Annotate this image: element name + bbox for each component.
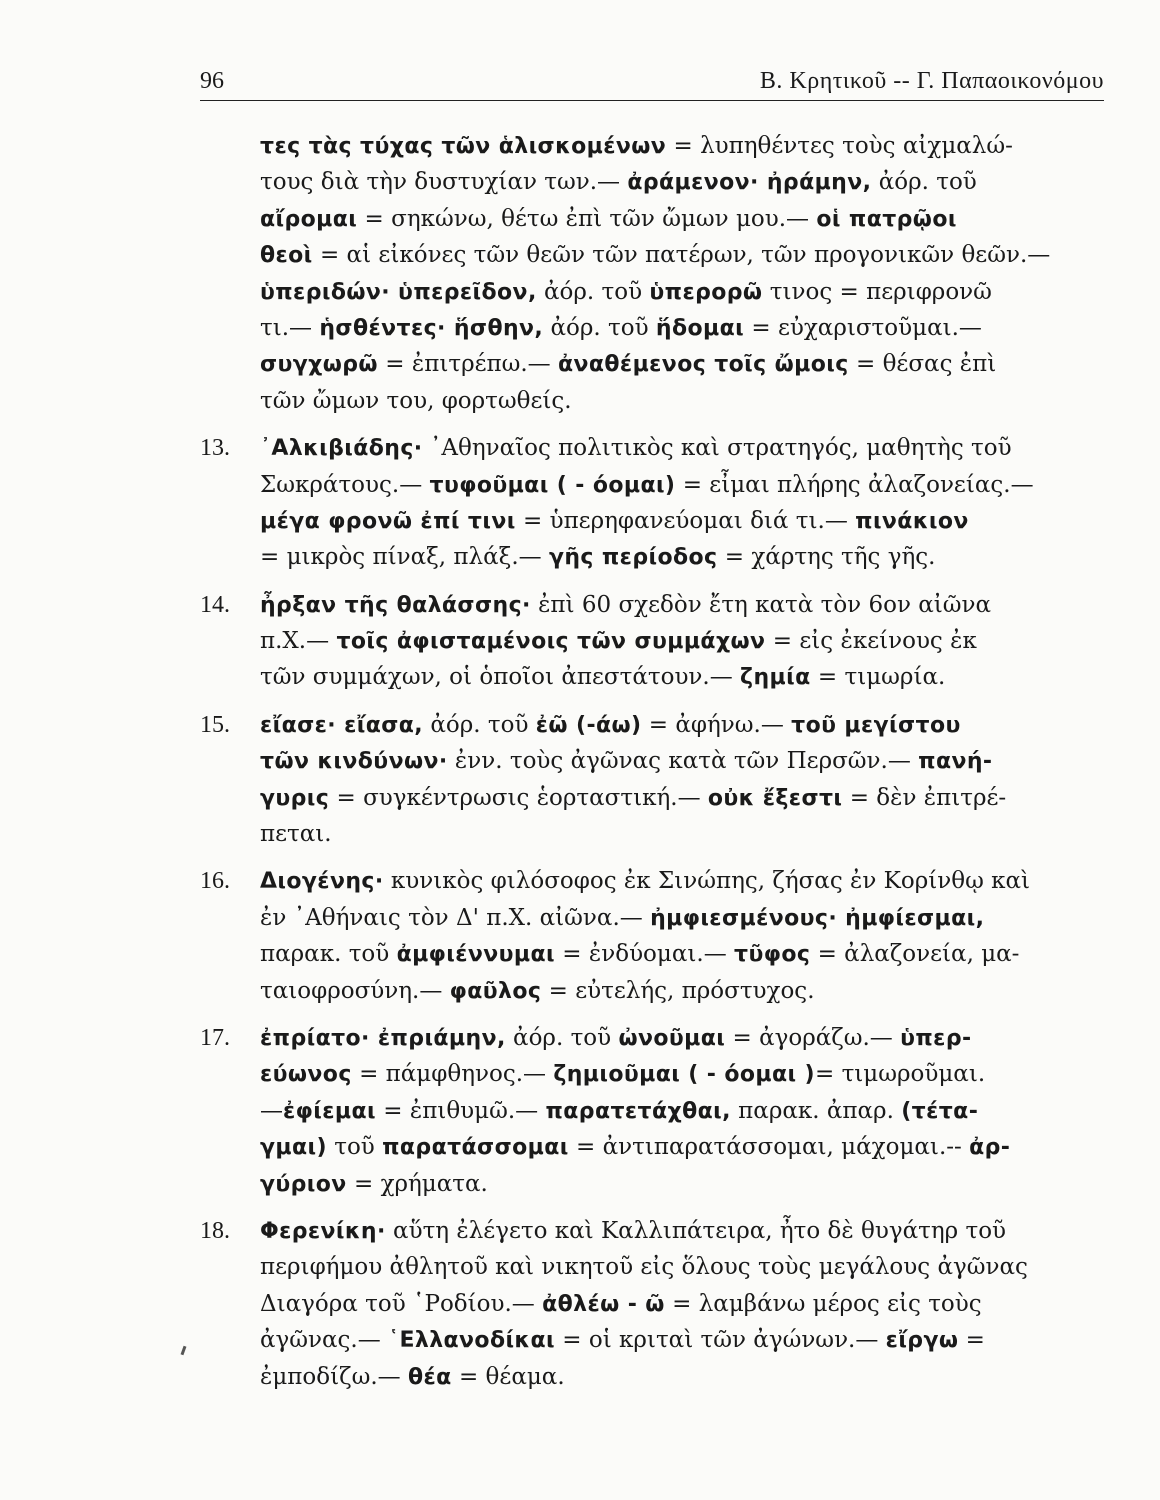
gloss-text: ἀόρ. τοῦ (505, 1024, 619, 1051)
gloss-text: Σωκράτους.— (260, 471, 430, 498)
line-text (260, 1218, 1006, 1244)
headword: τυφοῦμαι ( - όομαι) (429, 472, 676, 498)
headword: φαῦλος (449, 978, 542, 1004)
gloss-text: = ἀγοράζω.— (725, 1024, 901, 1051)
headword: ἀθλέω - ῶ (542, 1291, 665, 1317)
gloss-text: αὕτη ἐλέγετο καὶ Καλλιπάτειρα, ἦτο δὲ θυγάτηρ τοῦ (385, 1217, 1007, 1244)
headword: εἴργω (885, 1328, 959, 1354)
headword: ἀναθέμενος τοῖς ὤμοις (558, 352, 849, 378)
text-line (210, 659, 1120, 695)
gloss-text: = εἶμαι πλήρης ἀλαζονείας.— (675, 471, 1034, 498)
gloss-text: = εἰς ἐκείνους ἐκ (765, 628, 977, 655)
line-text (260, 1098, 978, 1124)
headword: παρατετάχθαι, (545, 1098, 731, 1124)
gloss-text: = ἐπιθυμῶ.— (375, 1097, 546, 1124)
text-line (210, 1166, 1120, 1202)
gloss-text: ἐνν. τοὺς ἀγῶνας κατὰ τῶν Περσῶν.— (447, 748, 919, 775)
line-text (260, 206, 957, 232)
text-line (210, 1093, 1120, 1129)
headword: τοῦ μεγίστου (791, 712, 961, 738)
line-text (260, 508, 969, 534)
headword: Φερενίκη· (260, 1218, 386, 1244)
headword: γμαι) (260, 1135, 327, 1161)
entry-number: 16. (200, 868, 230, 895)
headword: ὑπερορῶ (649, 279, 763, 305)
line-text (260, 1134, 1010, 1160)
gloss-text: = χρήματα. (346, 1170, 488, 1197)
gloss-text: = χάρτης τῆς γῆς. (717, 544, 936, 571)
headword: τῶν κινδύνων· (260, 749, 448, 775)
line-text (260, 664, 945, 690)
headword: αἴρομαι (260, 206, 358, 232)
gloss-text: = εὐχαριστοῦμαι.— (744, 314, 982, 341)
line-text (260, 1327, 985, 1353)
entry-number: 18. (200, 1217, 230, 1244)
line-text (260, 388, 572, 414)
text-line (210, 936, 1120, 972)
line-text (260, 435, 1012, 461)
gloss-text: τῶν ὤμων του, φορτωθείς. (260, 387, 572, 414)
entry-first-line (200, 707, 1120, 743)
text-line (210, 1359, 1120, 1395)
line-text (260, 785, 1006, 811)
headword: ἀράμενον· ἠράμην, (627, 170, 872, 196)
headword: ἠμφιεσμένους· ἠμφίεσμαι, (650, 905, 985, 931)
headword: ὠνοῦμαι (618, 1025, 726, 1051)
gloss-text: ἀόρ. τοῦ (871, 169, 977, 196)
headword: ζημιοῦμαι ( - όομαι ) (553, 1062, 815, 1088)
entry-number: 13. (200, 435, 230, 462)
line-text (260, 821, 332, 847)
headword: οἱ πατρῷοι (816, 206, 957, 232)
headword: ζημία (740, 665, 811, 691)
headword: εύωνος (260, 1062, 352, 1088)
line-text (260, 712, 961, 738)
entry-first-line (200, 863, 1120, 899)
line-text (260, 315, 982, 341)
text-line (210, 274, 1120, 310)
gloss-text: = σηκώνω, θέτω ἐπὶ τῶν ὤμων μου.— (357, 205, 817, 232)
headword: (τέτα- (901, 1098, 979, 1124)
line-text (260, 978, 815, 1004)
headword: ἐπρίατο· ἐπριάμην, (260, 1025, 506, 1051)
gloss-text: τους διὰ τὴν δυστυχίαν των.— (260, 169, 628, 196)
line-text (260, 592, 991, 618)
page-number: 96 (200, 68, 224, 94)
headword: Διογένης· (260, 869, 384, 895)
text-line (210, 539, 1120, 575)
text-line (210, 1322, 1120, 1358)
print-speck (181, 1346, 187, 1355)
headword: γῆς περίοδος (548, 545, 718, 571)
line-text (260, 1291, 982, 1317)
gloss-text: = θέαμα. (451, 1363, 565, 1390)
gloss-text: πεται. (260, 821, 332, 848)
headword: πινάκιον (855, 508, 969, 534)
headword: ἦρξαν τῆς θαλάσσης· (260, 592, 531, 618)
headword: εἴασε· εἴασα, (260, 712, 424, 738)
text-line (210, 1249, 1120, 1285)
headword: συγχωρῶ (260, 352, 378, 378)
text-line (210, 743, 1120, 779)
line-text (260, 472, 1034, 498)
gloss-text: = ἐνδύομαι.— (555, 941, 735, 968)
gloss-text: παρακ. τοῦ (260, 941, 397, 968)
gloss-text: = εὐτελής, πρόστυχος. (541, 977, 815, 1004)
text-line (210, 816, 1120, 852)
headword: οὐκ ἔξεστι (707, 785, 843, 811)
line-text (260, 748, 992, 774)
gloss-text: = ἀντιπαρατάσσομαι, μάχομαι.-- (568, 1134, 970, 1161)
entry-first-line (200, 430, 1120, 466)
headword: πανή- (918, 749, 993, 775)
text-line (210, 237, 1120, 273)
entry-number: 14. (200, 591, 230, 618)
gloss-text: = ἀφήνω.— (641, 711, 792, 738)
text-line (210, 623, 1120, 659)
text-line (210, 900, 1120, 936)
gloss-text: ἐμποδίζω.— (260, 1363, 408, 1390)
gloss-text: τῶν συμμάχων, οἱ ὁποῖοι ἀπεστάτουν.— (260, 664, 741, 691)
gloss-text: = συγκέντρωσις ἑορταστική.— (329, 784, 708, 811)
line-text (260, 628, 977, 654)
line-text (260, 1025, 972, 1051)
headword: ἥδομαι (655, 315, 745, 341)
gloss-text: κυνικὸς φιλόσοφος ἐκ Σινώπης, ζήσας ἐν Κορίνθῳ καὶ (383, 868, 1031, 895)
gloss-text: = θέσας ἐπὶ (848, 351, 997, 378)
line-text (260, 544, 935, 570)
gloss-text: Διαγόρα τοῦ ῾Ροδίου.— (260, 1290, 543, 1317)
entry-first-line (200, 1020, 1120, 1056)
gloss-text: ἐν ᾿Αθήναις τὸν Δ' π.Χ. αἰῶνα.— (260, 904, 651, 931)
line-text (260, 1061, 985, 1087)
gloss-text: ἀόρ. τοῦ (536, 278, 650, 305)
glossary-text (200, 128, 1120, 1395)
text-line (210, 128, 1120, 164)
gloss-text: = αἱ εἰκόνες τῶν θεῶν τῶν πατέρων, τῶν προγονικῶν θεῶν.— (312, 242, 1051, 269)
line-text (260, 133, 1013, 159)
gloss-text: ἀόρ. τοῦ (543, 314, 656, 341)
gloss-text: = οἱ κριταὶ τῶν ἀγώνων.— (554, 1327, 886, 1354)
text-line (210, 780, 1120, 816)
line-text (260, 169, 977, 195)
page-header (200, 66, 1104, 101)
text-line (210, 201, 1120, 237)
text-line (210, 973, 1120, 1009)
gloss-text: περιφήμου ἀθλητοῦ καὶ νικητοῦ εἰς ὅλους τοὺς μεγάλους ἀγῶνας (260, 1254, 1028, 1281)
headword: μέγα φρονῶ ἐπί τινι (260, 508, 516, 534)
line-text (260, 941, 1019, 967)
headword: ῾Ελλανοδίκαι (388, 1328, 555, 1354)
headword: γύριον (260, 1171, 347, 1197)
line-text (260, 1364, 565, 1390)
text-line (210, 1129, 1120, 1165)
gloss-text: = λαμβάνω μέρος εἰς τοὺς (664, 1290, 982, 1317)
text-line (210, 1056, 1120, 1092)
headword: ἐφίεμαι (283, 1098, 376, 1124)
line-text (260, 279, 992, 305)
line-text (260, 351, 996, 377)
gloss-text: = ὑπερηφανεύομαι διά τι.— (515, 507, 856, 534)
gloss-text: παρακ. ἀπαρ. (730, 1097, 902, 1124)
text-line (210, 1286, 1120, 1322)
gloss-text: π.Χ.— (260, 628, 337, 655)
headword: ὑπερ- (900, 1025, 972, 1051)
headword: ᾿Αλκιβιάδης· (260, 436, 423, 462)
entry-number: 15. (200, 711, 230, 738)
headword: θεοὶ (260, 243, 313, 269)
headword: θέα (407, 1364, 452, 1390)
gloss-text: τοῦ (326, 1134, 383, 1161)
gloss-text: ἐπὶ 60 σχεδὸν ἔτη κατὰ τὸν 6ον αἰῶνα (530, 591, 992, 618)
gloss-text: = ἐπιτρέπω.— (377, 351, 558, 378)
gloss-text: = (958, 1327, 985, 1354)
entry-first-line (200, 587, 1120, 623)
text-line (210, 467, 1120, 503)
gloss-text: = ἀλαζονεία, μα- (810, 941, 1020, 968)
gloss-text: = δὲν ἐπιτρέ- (842, 784, 1007, 811)
text-line (210, 346, 1120, 382)
gloss-text: τι.— (260, 314, 320, 341)
headword: γυρις (260, 785, 330, 811)
gloss-text: = τιμωροῦμαι. (814, 1061, 986, 1088)
gloss-text: ἀόρ. τοῦ (423, 711, 536, 738)
gloss-text: τινος = περιφρονῶ (762, 278, 992, 305)
gloss-text: = τιμωρία. (810, 664, 946, 691)
text-line (210, 383, 1120, 419)
headword: ὑπεριδών· ὑπερεῖδον, (260, 279, 537, 305)
running-head: Β. Κρητικοῦ -- Γ. Παπαοικονόμου (759, 68, 1104, 94)
headword: τῦφος (734, 942, 811, 968)
gloss-text: ᾿Αθηναῖος πολιτικὸς καὶ στρατηγός, μαθητὴς τοῦ (422, 435, 1012, 462)
headword: ἡσθέντες· ἥσθην, (319, 315, 544, 341)
headword: ἀμφιέννυμαι (396, 942, 555, 968)
gloss-text: = λυπηθέντες τοὺς αἰχμαλώ- (666, 133, 1013, 159)
headword: ἀρ- (969, 1135, 1011, 1161)
headword: τες τὰς τύχας τῶν ἁλισκομένων (260, 134, 667, 159)
line-text (260, 1171, 488, 1197)
line-text (260, 242, 1050, 268)
entry-first-line (200, 1213, 1120, 1249)
line-text (260, 1254, 1028, 1280)
gloss-text: ταιοφροσύνη.— (260, 977, 450, 1004)
text-line (210, 310, 1120, 346)
text-line (210, 164, 1120, 200)
line-text (260, 868, 1030, 894)
gloss-text: — (260, 1097, 283, 1124)
headword: παρατάσσομαι (382, 1135, 569, 1161)
entry-number: 17. (200, 1024, 230, 1051)
headword: ἐῶ (-άω) (535, 712, 642, 738)
gloss-text: = πάμφθηνος.— (351, 1061, 554, 1088)
line-text (260, 905, 984, 931)
gloss-text: ἀγῶνας.— (260, 1327, 389, 1354)
text-line (210, 503, 1120, 539)
gloss-text: = μικρὸς πίναξ, πλάξ.— (260, 544, 549, 571)
headword: τοῖς ἀφισταμένοις τῶν συμμάχων (336, 629, 766, 655)
